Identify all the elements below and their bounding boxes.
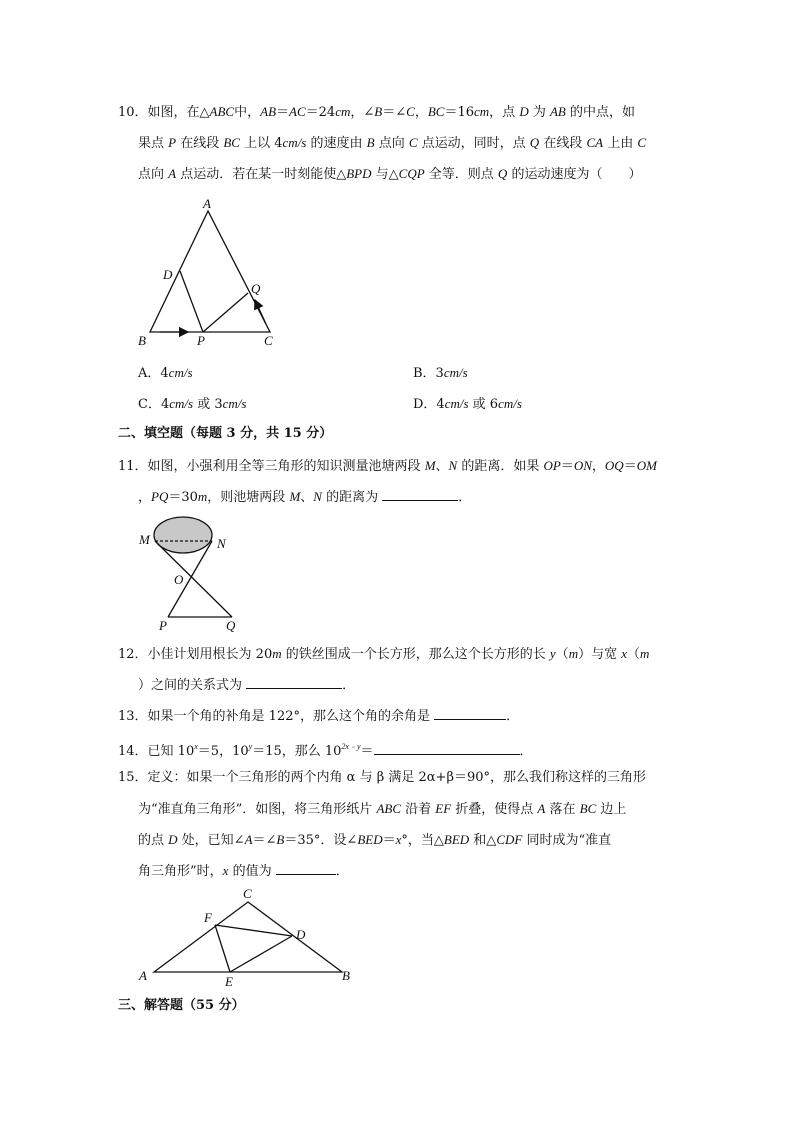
q10-arrow-cq <box>255 300 266 324</box>
q10-option-d[interactable]: D．4cm/s 或 6cm/s <box>413 396 522 412</box>
q11-label-p: P <box>159 618 167 633</box>
q10-label-d: D <box>163 267 173 282</box>
q11-segment-np <box>168 541 212 617</box>
q10-label-q: Q <box>251 281 261 296</box>
q10-option-a[interactable]: A．4cm/s <box>138 365 193 381</box>
q11-label-q: Q <box>226 618 236 633</box>
q15-label-a: A <box>139 968 147 983</box>
q11-label-o: O <box>174 572 184 587</box>
q12-line1: 12．小佳计划用根长为 20m 的铁丝围成一个长方形，那么这个长方形的长 y（m）与宽 x（m <box>118 646 650 662</box>
q11-line1: 11．如图，小强利用全等三角形的知识测量池塘两段 M、N 的距离．如果 OP＝ON，OQ＝OM <box>118 458 657 474</box>
q10-line3: 点向 A 点运动．若在某一时刻能使△BPD 与△CQP 全等．则点 Q 的运动速度为（ ） <box>138 166 642 182</box>
q10-label-p: P <box>197 333 205 348</box>
q15-label-d: D <box>296 927 306 942</box>
q15-line2: 为“准直角三角形”．如图，将三角形纸片 ABC 沿着 EF 折叠，使得点 A 落在 BC 边上 <box>138 801 627 817</box>
q10-label-a: A <box>203 196 211 211</box>
q10-segment-pq <box>203 293 248 332</box>
q10-segment-dp <box>180 271 203 332</box>
q15-triangle-abc <box>154 902 342 972</box>
q10-triangle-abc <box>150 211 270 332</box>
q10-option-c[interactable]: C．4cm/s 或 3cm/s <box>138 396 247 412</box>
q15-line4: 角三角形”时，x 的值为 ． <box>138 863 349 879</box>
q10-line1: 10．如图，在△ABC中，AB＝AC＝24cm，∠B＝∠C，BC＝16cm，点 D 为 AB 的中点，如 <box>118 104 635 120</box>
q14-answer-blank[interactable] <box>374 742 520 755</box>
q15-label-f: F <box>204 910 212 925</box>
q13-answer-blank[interactable] <box>434 707 506 720</box>
q11-answer-blank[interactable] <box>382 488 458 501</box>
q11-pond <box>154 517 212 553</box>
q15-label-e: E <box>225 974 233 989</box>
q10-label-c: C <box>264 333 273 348</box>
q15-label-b: B <box>342 968 350 983</box>
q15-segment-fd <box>215 925 292 936</box>
section2-title: 二、填空题（每题 3 分，共 15 分） <box>118 426 333 441</box>
q15-segment-ed <box>230 936 292 972</box>
q11-line2: ，PQ＝30m，则池塘两段 M、N 的距离为 ． <box>138 489 472 505</box>
q14-line: 14．已知 $10^x=5$，$10^y=15$，那么 $10^{2x﹣y}=$ ． <box>118 742 533 759</box>
q15-line1: 15．定义：如果一个三角形的两个内角 α 与 β 满足 2α+β＝90°，那么我们称这样的三角形 <box>118 770 647 785</box>
q15-label-c: C <box>243 886 252 901</box>
q10-line2: 果点 P 在线段 BC 上以 4cm/s 的速度由 B 点向 C 点运动，同时，点 Q 在线段 CA 上由 C <box>138 135 647 151</box>
q13-line: 13．如果一个角的补角是 122°，那么这个角的余角是 ． <box>118 709 520 724</box>
q12-line2: ）之间的关系式为 ． <box>138 678 356 693</box>
q11-label-m: M <box>139 532 150 547</box>
q10-option-b[interactable]: B．3cm/s <box>413 365 468 381</box>
q15-segment-fe <box>215 925 230 972</box>
q10-label-b: B <box>138 333 146 348</box>
q12-answer-blank[interactable] <box>246 676 342 689</box>
section3-title: 三、解答题（55 分） <box>118 998 245 1013</box>
q11-label-n: N <box>217 536 226 551</box>
q11-segment-mq <box>155 541 232 617</box>
q15-line3: 的点 D 处，已知∠A＝∠B＝35°．设∠BED＝x°，当△BED 和△CDF 同时成为“准直 <box>138 832 612 848</box>
q15-answer-blank[interactable] <box>276 862 336 875</box>
